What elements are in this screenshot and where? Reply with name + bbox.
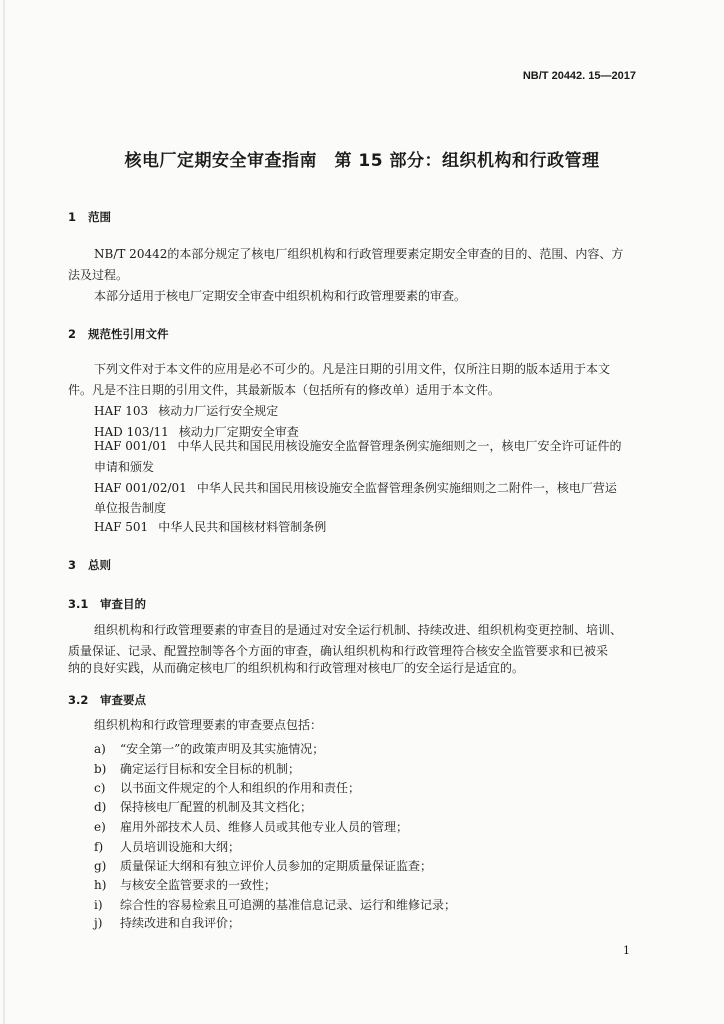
reference-item-continuation: 申请和颁发 xyxy=(94,460,155,474)
list-item xyxy=(94,779,360,796)
section-3-heading xyxy=(68,557,111,573)
list-text: 质量保证大纲和有独立评价人员参加的定期质量保证监查； xyxy=(120,859,433,873)
page-number: 1 xyxy=(623,944,630,957)
section-title: 范围 xyxy=(88,210,111,224)
subsection-title: 审查要点 xyxy=(100,693,146,707)
reference-code: HAD 103/11 xyxy=(94,425,169,439)
list-item xyxy=(94,760,300,777)
reference-item xyxy=(94,518,326,535)
reference-item xyxy=(94,479,617,496)
reference-title: 中华人民共和国核材料管制条例 xyxy=(158,520,327,534)
list-label: h) xyxy=(94,878,107,892)
list-text: “安全第一”的政策声明及其实施情况； xyxy=(120,742,325,756)
section-1-para-1-line-2: 法及过程。 xyxy=(68,268,129,282)
reference-code: HAF 501 xyxy=(94,520,149,534)
subsection-title: 审查目的 xyxy=(100,597,146,611)
reference-item-continuation: 单位报告制度 xyxy=(94,501,167,515)
list-item xyxy=(94,740,324,757)
list-label: c) xyxy=(94,781,106,795)
list-item xyxy=(94,896,456,913)
list-item xyxy=(94,857,432,874)
list-item xyxy=(94,818,408,835)
section-2-intro-line-2: 件。凡是不注日期的引用文件，其最新版本（包括所有的修改单）适用于本文件。 xyxy=(68,383,501,397)
list-text: 持续改进和自我评价； xyxy=(120,916,241,930)
section-2-heading xyxy=(68,326,169,342)
section-title: 总则 xyxy=(88,558,111,572)
section-2-intro-line-1: 下列文件对于本文件的应用是必不可少的。凡是注日期的引用文件，仅所注日期的版本适用于本文 xyxy=(94,362,611,376)
subsection-3-1-line-2: 质量保证、记录、配置控制等各个方面的审查，确认组织机构和行政管理符合核安全监管要求和已被采 xyxy=(68,644,609,658)
reference-title: 核动力厂运行安全规定 xyxy=(158,404,279,418)
reference-title: 中华人民共和国民用核设施安全监督管理条例实施细则之一，核电厂安全许可证件的 xyxy=(177,439,622,453)
list-label: f) xyxy=(94,840,104,854)
section-number: 3 xyxy=(68,558,77,572)
reference-title: 核动力厂定期安全审查 xyxy=(178,425,299,439)
list-item xyxy=(94,914,240,931)
section-number: 1 xyxy=(68,210,77,224)
section-1-para-1-line-1: NB/T 20442的本部分规定了核电厂组织机构和行政管理要素定期安全审查的目的、范围、内容、方 xyxy=(94,247,624,261)
list-label: d) xyxy=(94,800,107,814)
subsection-number: 3.2 xyxy=(68,693,89,707)
list-text: 确定运行目标和安全目标的机制； xyxy=(120,762,301,776)
section-1-para-2: 本部分适用于核电厂定期安全审查中组织机构和行政管理要素的审查。 xyxy=(94,289,467,303)
list-label: j) xyxy=(94,916,103,930)
list-item xyxy=(94,838,240,855)
document-title: 核电厂定期安全审查指南 第 15 部分：组织机构和行政管理 xyxy=(124,151,600,171)
list-label: i) xyxy=(94,898,103,912)
standard-code: NB/T 20442. 15—2017 xyxy=(522,70,636,82)
subsection-3-1-heading xyxy=(68,596,146,612)
subsection-3-2-heading xyxy=(68,692,146,708)
section-1-heading xyxy=(68,209,111,225)
list-text: 以书面文件规定的个人和组织的作用和责任； xyxy=(120,781,361,795)
section-title: 规范性引用文件 xyxy=(88,327,169,341)
subsection-3-2-intro: 组织机构和行政管理要素的审查要点包括： xyxy=(94,718,323,732)
list-item xyxy=(94,798,312,815)
reference-item xyxy=(94,402,278,419)
list-label: e) xyxy=(94,820,106,834)
subsection-3-1-line-3: 纳的良好实践，从而确定核电厂的组织机构和行政管理对核电厂的安全运行是适宜的。 xyxy=(68,661,525,675)
list-text: 综合性的容易检索且可追溯的基准信息记录、运行和维修记录； xyxy=(120,898,457,912)
section-number: 2 xyxy=(68,327,77,341)
reference-code: HAF 103 xyxy=(94,404,149,418)
reference-code: HAF 001/01 xyxy=(94,439,168,453)
subsection-3-1-line-1: 组织机构和行政管理要素的审查目的是通过对安全运行机制、持续改进、组织机构变更控制、培训、 xyxy=(94,623,623,637)
reference-code: HAF 001/02/01 xyxy=(94,481,187,495)
list-text: 保持核电厂配置的机制及其文档化； xyxy=(120,800,313,814)
list-label: g) xyxy=(94,859,107,873)
list-text: 雇用外部技术人员、维修人员或其他专业人员的管理； xyxy=(120,820,409,834)
list-label: a) xyxy=(94,742,106,756)
reference-item xyxy=(94,437,622,454)
list-item xyxy=(94,876,276,893)
subsection-number: 3.1 xyxy=(68,597,89,611)
list-label: b) xyxy=(94,762,107,776)
list-text: 与核安全监管要求的一致性； xyxy=(120,878,277,892)
list-text: 人员培训设施和大纲； xyxy=(120,840,241,854)
reference-title: 中华人民共和国民用核设施安全监督管理条例实施细则之二附件一，核电厂营运 xyxy=(196,481,617,495)
